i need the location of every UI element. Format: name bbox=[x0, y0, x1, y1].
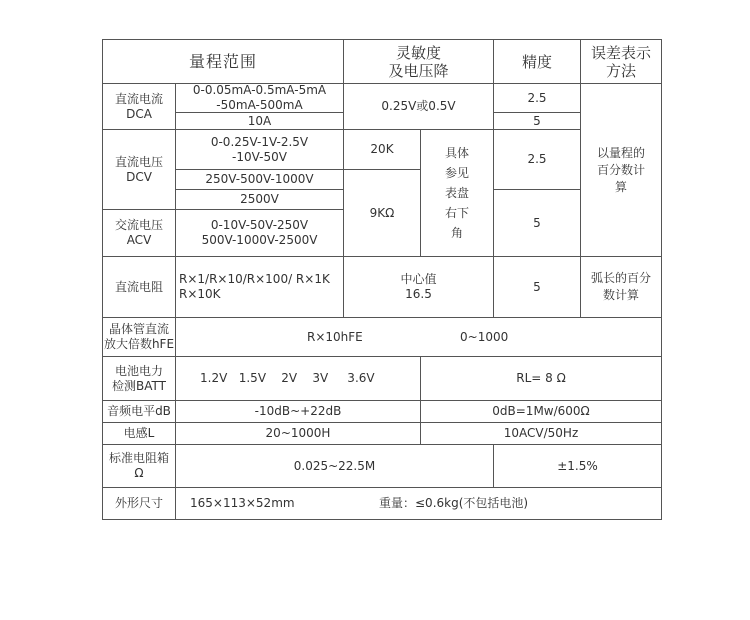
resistance-label-text: 直流电阻 bbox=[114, 279, 163, 294]
batt-label-text: 电池电力 检测BATT bbox=[112, 363, 166, 393]
hfe-label bbox=[102, 317, 176, 357]
dca-range-2-text: 10A bbox=[247, 113, 272, 128]
dcv-range-2-text: 250V-500V-1000V bbox=[205, 172, 314, 186]
header-accuracy bbox=[493, 39, 581, 84]
db-label-text: 音频电平dB bbox=[107, 404, 171, 418]
dca-accuracy-2-text: 5 bbox=[533, 113, 541, 128]
header-error-method-text: 误差表示 方法 bbox=[590, 43, 651, 80]
dcv-accuracy-text: 2.5 bbox=[527, 152, 547, 166]
dca-range-2 bbox=[175, 112, 344, 130]
dca-range-1-text: 0-0.05mA-0.5mA-5mA -50mA-500mA bbox=[192, 83, 327, 112]
dcv-sensitivity-9k bbox=[343, 169, 421, 257]
dcv-range-2 bbox=[175, 169, 344, 190]
dimensions-label-text: 外形尺寸 bbox=[114, 496, 163, 510]
batt-values bbox=[175, 356, 421, 401]
dcv-range-1 bbox=[175, 129, 344, 170]
resistance-sensitivity bbox=[343, 256, 494, 318]
dca-range-1 bbox=[175, 83, 344, 113]
inductance-label bbox=[102, 422, 176, 445]
resistance-accuracy-text: 5 bbox=[533, 279, 541, 294]
header-accuracy-text: 精度 bbox=[521, 52, 552, 71]
box-accuracy-text: ±1.5% bbox=[557, 458, 598, 473]
dcv-range-3 bbox=[175, 189, 344, 210]
resistance-sensitivity-text: 中心值 16.5 bbox=[400, 272, 437, 301]
percent-range-method bbox=[580, 83, 662, 257]
dimensions-size: 165×113×52mm bbox=[190, 496, 295, 510]
resistance-accuracy bbox=[493, 256, 581, 318]
dcv-sensitivity-9k-text: 9KΩ bbox=[369, 205, 395, 220]
inductance-condition bbox=[420, 422, 662, 445]
batt-load-text: RL= 8 Ω bbox=[516, 371, 566, 385]
see-panel-note-text: 具体 参见 表盘 右下 角 bbox=[444, 146, 469, 240]
header-sensitivity bbox=[343, 39, 494, 84]
dca-sensitivity-text: 0.25V或0.5V bbox=[381, 99, 456, 113]
db-range-text: -10dB~+22dB bbox=[254, 404, 342, 418]
dca-label bbox=[102, 83, 176, 130]
dcv-label bbox=[102, 129, 176, 210]
dimensions-weight: 重量：≤0.6kg(不包括电池) bbox=[379, 496, 529, 510]
acv-label-text: 交流电压 ACV bbox=[114, 218, 163, 247]
header-error-method bbox=[580, 39, 662, 84]
batt-label bbox=[102, 356, 176, 401]
db-ref bbox=[420, 400, 662, 423]
dcv-label-text: 直流电压 DCV bbox=[114, 154, 163, 184]
hfe-row bbox=[175, 317, 662, 357]
batt-values-text: 1.2V 1.5V 2V 3V 3.6V bbox=[200, 371, 375, 385]
dca-sensitivity bbox=[343, 83, 494, 130]
acv-range bbox=[175, 209, 344, 257]
dimensions-row bbox=[175, 487, 662, 520]
resistance-method-text: 弧长的百分 数计算 bbox=[590, 271, 651, 302]
dca-accuracy-1-text: 2.5 bbox=[527, 90, 547, 105]
dcv-sensitivity-20k-text: 20K bbox=[370, 142, 394, 156]
resistance-label bbox=[102, 256, 176, 318]
header-range-text: 量程范围 bbox=[188, 51, 257, 71]
db-label bbox=[102, 400, 176, 423]
hfe-label-text: 晶体管直流 放大倍数hFE bbox=[103, 322, 175, 351]
acv-range-text: 0-10V-50V-250V 500V-1000V-2500V bbox=[201, 218, 318, 247]
dcv-range-3-text: 2500V bbox=[240, 192, 279, 206]
dca-accuracy-2 bbox=[493, 112, 581, 130]
dcv-sensitivity-20k bbox=[343, 129, 421, 170]
dca-accuracy-1 bbox=[493, 83, 581, 113]
resistance-range-text: R×1/R×10/R×100/ R×1K R×10K bbox=[179, 272, 330, 301]
acv-accuracy bbox=[493, 189, 581, 257]
batt-load bbox=[420, 356, 662, 401]
see-panel-note bbox=[420, 129, 494, 257]
inductance-condition-text: 10ACV/50Hz bbox=[503, 426, 579, 440]
resistance-method bbox=[580, 256, 662, 318]
inductance-label-text: 电感L bbox=[123, 426, 155, 440]
header-range bbox=[102, 39, 344, 84]
box-label-text: 标准电阻箱 Ω bbox=[108, 451, 169, 480]
dimensions-label bbox=[102, 487, 176, 520]
db-ref-text: 0dB=1Mw/600Ω bbox=[492, 404, 590, 418]
box-label bbox=[102, 444, 176, 488]
box-accuracy bbox=[493, 444, 662, 488]
db-range bbox=[175, 400, 421, 423]
box-range bbox=[175, 444, 494, 488]
inductance-range-text: 20~1000H bbox=[265, 426, 331, 440]
acv-label bbox=[102, 209, 176, 257]
hfe-value: 0~1000 bbox=[460, 329, 509, 344]
dcv-accuracy bbox=[493, 129, 581, 190]
acv-accuracy-text: 5 bbox=[533, 215, 541, 230]
hfe-range: R×10hFE bbox=[307, 329, 363, 344]
resistance-range bbox=[175, 256, 344, 318]
percent-range-method-text: 以量程的 百分数计 算 bbox=[596, 145, 645, 194]
inductance-range bbox=[175, 422, 421, 445]
dcv-range-1-text: 0-0.25V-1V-2.5V -10V-50V bbox=[210, 134, 309, 164]
dca-label-text: 直流电流 DCA bbox=[114, 91, 163, 121]
header-sensitivity-text: 灵敏度 及电压降 bbox=[388, 43, 449, 80]
box-range-text: 0.025~22.5M bbox=[293, 458, 376, 473]
